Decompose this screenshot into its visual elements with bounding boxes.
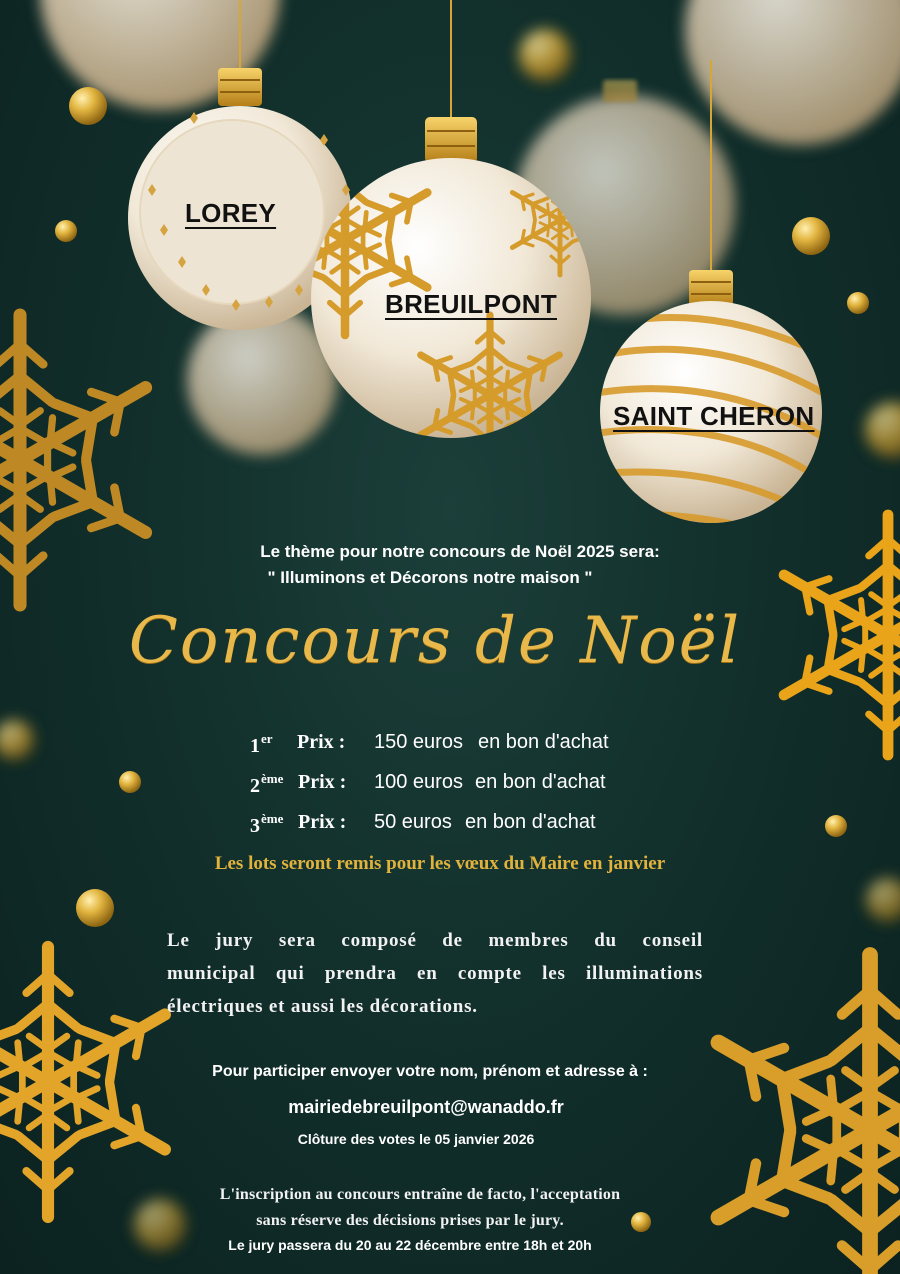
prize-label: Prix : [298, 771, 347, 793]
prize-description: en bon d'achat [465, 811, 596, 833]
jury-text [167, 924, 703, 1023]
participation-instructions: Pour participer envoyer votre nom, prénom et adresse à : [212, 1063, 648, 1080]
prize-rank: 1er [250, 731, 273, 757]
ornament-label-saint-cheron: SAINT CHERON [613, 401, 815, 431]
prize-description: en bon d'achat [475, 771, 606, 793]
ornament-saint-cheron [595, 60, 830, 530]
footer-line-1: L'inscription au concours entraîne de facto, l'acceptation [219, 1186, 621, 1203]
jury-line-1: Le jury sera composé de membres du conseil [167, 930, 703, 951]
prize-amount: 100 euros [374, 771, 463, 793]
ornament-label-lorey: LOREY [185, 198, 277, 228]
lots-note: Les lots seront remis pour les vœux du Maire en janvier [214, 853, 666, 874]
prize-rank: 3ème [250, 811, 284, 837]
page-title: Concours de Noël [128, 604, 742, 678]
closing-date: Clôture des votes le 05 janvier 2026 [297, 1131, 535, 1147]
prize-amount: 150 euros [374, 731, 463, 753]
intro-line-2: " Illuminons et Décorons notre maison " [267, 568, 593, 587]
prize-rank: 2ème [250, 771, 284, 797]
prize-label: Prix : [298, 811, 347, 833]
jury-line-3: électriques et aussi les décorations. [167, 996, 478, 1017]
footer-line-2: sans réserve des décisions prises par le jury. [256, 1212, 564, 1229]
intro-line-1: Le thème pour notre concours de Noël 2025 sera: [260, 542, 660, 561]
footer-line-3: Le jury passera du 20 au 22 décembre entre 18h et 20h [228, 1237, 592, 1253]
prize-description: en bon d'achat [478, 731, 609, 753]
prize-amount: 50 euros [374, 811, 452, 833]
jury-line-2: municipal qui prendra en compte les illuminations [167, 963, 703, 984]
ornament-breuilpont [305, 0, 600, 445]
contact-email: mairiedebreuilpont@wanaddo.fr [288, 1097, 564, 1117]
prize-label: Prix : [297, 731, 346, 753]
ornament-label-breuilpont: BREUILPONT [385, 289, 557, 319]
